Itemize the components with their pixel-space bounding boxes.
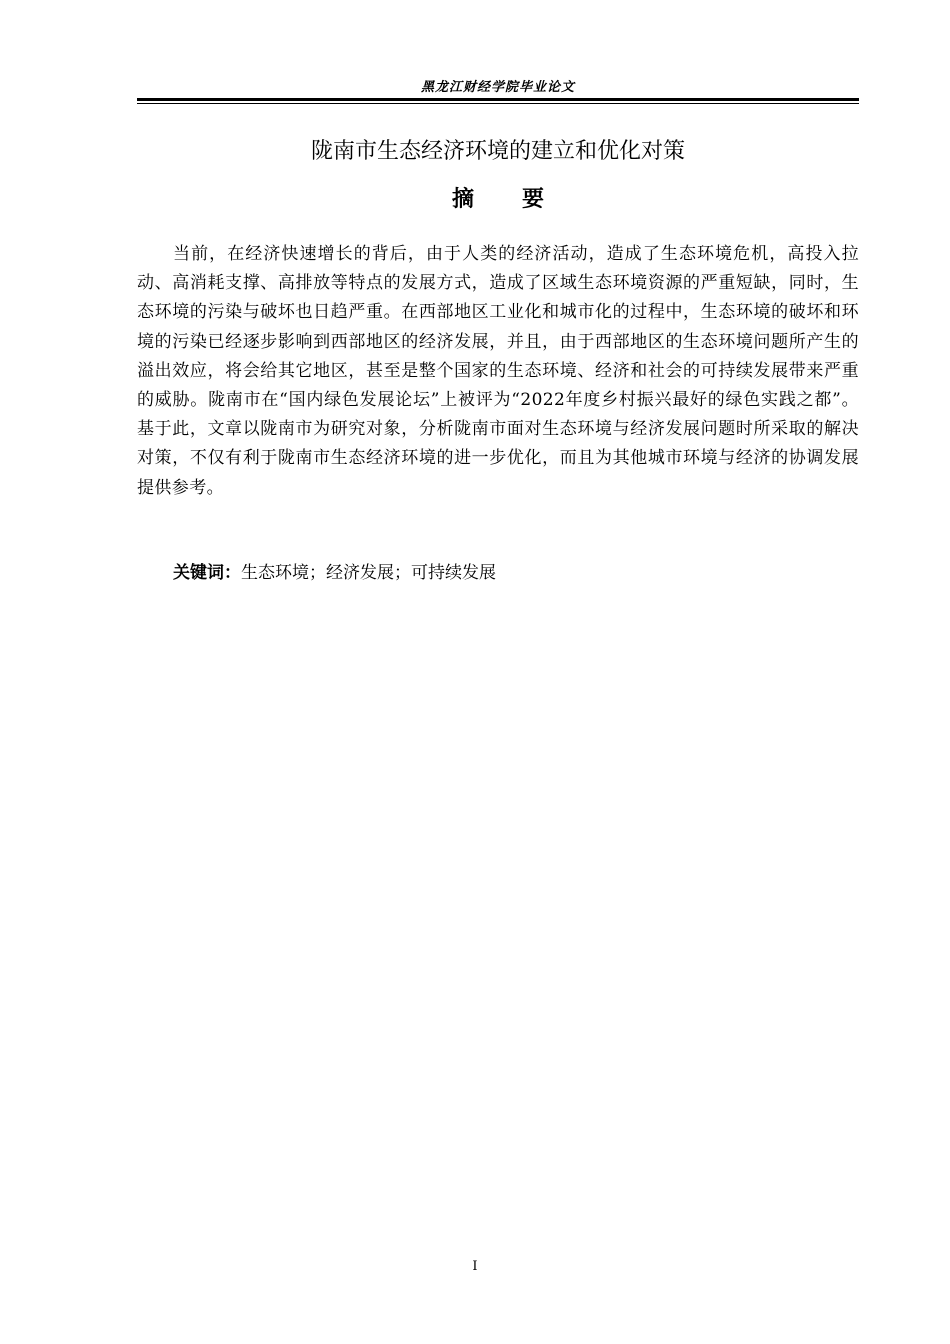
abstract-body: 当前，在经济快速增长的背后，由于人类的经济活动，造成了生态环境危机，高投入拉动、高消耗支撑、高排放等特点的发展方式，造成了区域生态环境资源的严重短缺，同时，生态环境的污染与破坏也日趋严重。在西部地区工业化和城市化的过程中，生态环境的破坏和环境的污染已经逐步影响到西部地区的经济发展，并且，由于西部地区的生态环境问题所产生的溢出效应，将会给其它地区，甚至是整个国家的生态环境、经济和社会的可持续发展带来严重的威胁。陇南市在“国内绿色发展论坛”上被评为“2022年度乡村振兴最好的绿色实践之都”。基于此，文章以陇南市为研究对象，分析陇南市面对生态环境与经济发展问题时所采取的解决对策，不仅有利于陇南市生态经济环境的进一步优化，而且为其他城市环境与经济的协调发展提供参考。 bbox=[137, 244, 859, 498]
running-header: 黑龙江财经学院毕业论文 bbox=[420, 80, 575, 95]
keywords-label: 关键词： bbox=[173, 563, 241, 583]
paper-title: 陇南市生态经济环境的建立和优化对策 bbox=[310, 139, 685, 164]
header-rule bbox=[137, 98, 859, 104]
keywords-line bbox=[173, 560, 859, 586]
keywords-list: 生态环境；经济发展；可持续发展 bbox=[241, 563, 496, 583]
page-number: I bbox=[472, 1259, 478, 1274]
abstract-heading: 摘要 bbox=[451, 187, 592, 212]
